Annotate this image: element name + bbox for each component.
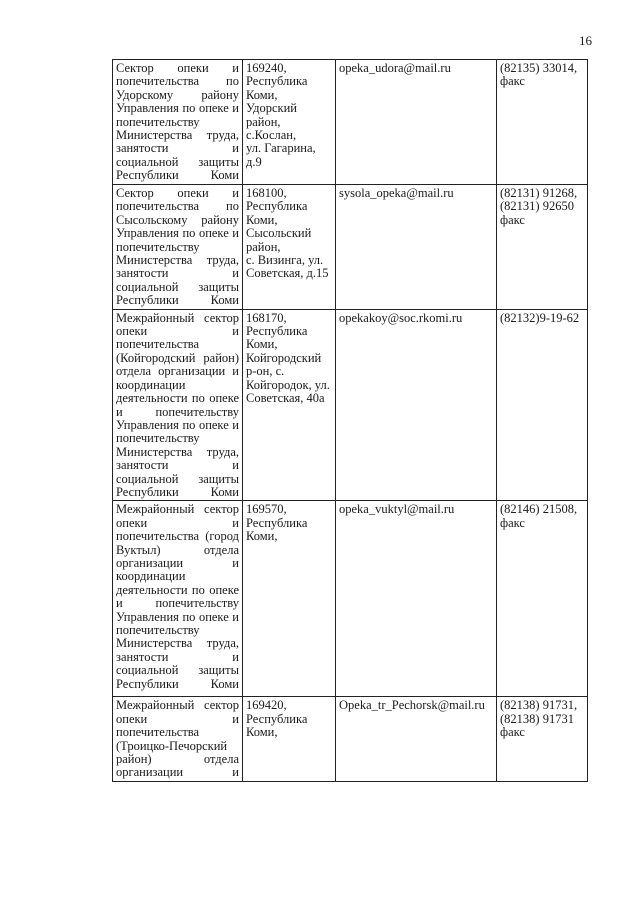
- address-cell-line: с. Визинга, ул.: [246, 253, 324, 268]
- organization-cell-line: Республики Коми: [116, 168, 239, 183]
- organization-cell-line: занятости и: [116, 649, 239, 664]
- organization-cell-line: попечительства по: [116, 74, 239, 89]
- table-row: [113, 185, 588, 310]
- address-cell: [243, 185, 336, 310]
- organization-cell: [113, 60, 243, 185]
- organization-cell-line: организации и: [116, 555, 239, 570]
- phone-cell-line: факс: [500, 212, 525, 227]
- table-row: [113, 697, 588, 781]
- address-cell-line: 169420,: [246, 698, 287, 713]
- table-row: [113, 501, 588, 697]
- organization-cell-line: Межрайонный сектор: [116, 698, 239, 713]
- email-link[interactable]: opeka_vuktyl@mail.ru: [339, 502, 455, 517]
- phone-cell-line: факс: [500, 725, 525, 740]
- table-row: [113, 60, 588, 185]
- phone-cell-line: (82131) 91268,: [500, 186, 578, 200]
- organization-cell-line: социальной защиты: [116, 471, 239, 486]
- organization-cell-line: опеки и: [116, 324, 239, 339]
- organization-cell-line: Удорскому району: [116, 87, 239, 102]
- address-cell-line: 169240,: [246, 61, 287, 75]
- organization-cell-line: занятости и: [116, 141, 239, 156]
- organization-cell-line: (Койгородский район): [116, 350, 239, 365]
- address-cell-line: Сысольский: [246, 226, 312, 241]
- organization-cell-line: опеки и: [116, 515, 239, 530]
- organization-cell-line: попечительству: [116, 239, 200, 254]
- page-number: 16: [579, 33, 592, 48]
- address-cell-line: Республика: [246, 74, 308, 89]
- organization-cell-line: социальной защиты: [116, 663, 239, 678]
- organization-cell: [113, 501, 243, 697]
- organization-cell-line: Министерства труда,: [116, 253, 239, 268]
- address-cell: [243, 309, 336, 501]
- address-cell: [243, 60, 336, 185]
- phone-cell-line: (82138) 91731: [500, 711, 574, 726]
- address-cell-line: д.9: [246, 154, 262, 169]
- phone-cell-line: (82138) 91731,: [500, 698, 578, 713]
- organization-cell-line: и попечительству: [116, 596, 239, 611]
- phone-cell: [497, 309, 588, 501]
- organization-cell-line: Республики Коми: [116, 293, 239, 308]
- address-cell-line: Коми,: [246, 529, 278, 544]
- organization-cell-line: организации и: [116, 765, 239, 780]
- phone-cell-line: (82146) 21508,: [500, 502, 578, 517]
- address-cell-line: 169570,: [246, 502, 287, 517]
- address-cell: [243, 501, 336, 697]
- phone-cell: [497, 185, 588, 310]
- email-cell: [336, 501, 497, 697]
- address-cell: [243, 697, 336, 781]
- organization-cell: [113, 697, 243, 781]
- address-cell-line: Коми,: [246, 337, 278, 352]
- organization-cell-line: опеки и: [116, 711, 239, 726]
- phone-cell-line: факс: [500, 74, 525, 89]
- organization-cell-line: деятельности по опеке: [116, 582, 239, 597]
- phone-cell-line: факс: [500, 515, 525, 530]
- organization-cell-line: Министерства труда,: [116, 444, 239, 459]
- organization-cell-line: попечительству: [116, 623, 200, 637]
- address-cell-line: Республика: [246, 199, 308, 214]
- organization-cell-line: (Троицко-Печорский: [116, 738, 228, 753]
- address-cell-line: Республика: [246, 515, 308, 530]
- address-cell-line: с.Кослан,: [246, 128, 297, 143]
- email-cell: [336, 309, 497, 501]
- organization-cell: [113, 309, 243, 501]
- organization-cell-line: Управления по опеке и: [116, 101, 239, 116]
- organization-cell-line: попечительства: [116, 337, 200, 352]
- email-cell: [336, 185, 497, 310]
- organization-cell-line: попечительства (город: [116, 529, 239, 544]
- phone-cell: [497, 60, 588, 185]
- organization-cell-line: Межрайонный сектор: [116, 502, 239, 517]
- organization-cell-line: Сектор опеки и: [116, 61, 239, 75]
- organization-cell-line: попечительства: [116, 725, 200, 740]
- email-link[interactable]: Opeka_tr_Pechorsk@mail.ru: [339, 698, 485, 713]
- organization-cell-line: Республики Коми: [116, 676, 239, 691]
- email-link[interactable]: sysola_opeka@mail.ru: [339, 186, 454, 200]
- organization-cell-line: Управления по опеке и: [116, 226, 239, 241]
- phone-cell: [497, 697, 588, 781]
- organization-cell-line: занятости и: [116, 458, 239, 473]
- address-cell-line: Коми,: [246, 212, 278, 227]
- organization-cell-line: попечительству: [116, 431, 200, 446]
- organization-cell-line: деятельности по опеке: [116, 391, 239, 406]
- address-cell-line: Советская, д.15: [246, 266, 329, 281]
- email-cell: [336, 60, 497, 185]
- table-row: [113, 309, 588, 501]
- address-cell-line: р-он, с.: [246, 364, 285, 379]
- address-cell-line: Коми,: [246, 87, 278, 102]
- address-cell-line: Койгородок, ул.: [246, 377, 330, 392]
- address-cell-line: 168100,: [246, 186, 287, 200]
- phone-cell-line: (82135) 33014,: [500, 61, 578, 75]
- organization-cell-line: попечительству: [116, 114, 200, 129]
- organization-cell-line: координации: [116, 377, 186, 392]
- organization-cell-line: отдела организации и: [116, 364, 239, 379]
- organization-cell-line: Сектор опеки и: [116, 186, 239, 200]
- guardianship-contacts-table: [112, 59, 588, 782]
- organization-cell-line: Межрайонный сектор: [116, 310, 239, 325]
- organization-cell-line: попечительства по: [116, 199, 239, 214]
- organization-cell-line: Сысольскому району: [116, 212, 239, 227]
- organization-cell-line: Министерства труда,: [116, 128, 239, 143]
- phone-cell-line: (82132)9-19-62: [500, 310, 580, 325]
- organization-cell-line: район) отдела: [116, 751, 239, 766]
- address-cell-line: 168170,: [246, 310, 287, 325]
- organization-cell-line: социальной защиты: [116, 279, 239, 294]
- organization-cell-line: Вуктыл) отдела: [116, 542, 239, 557]
- phone-cell-line: (82131) 92650: [500, 199, 574, 214]
- organization-cell-line: и попечительству: [116, 404, 239, 419]
- email-link[interactable]: opeka_udora@mail.ru: [339, 61, 451, 75]
- phone-cell: [497, 501, 588, 697]
- address-cell-line: Коми,: [246, 725, 278, 740]
- organization-cell-line: Управления по опеке и: [116, 609, 239, 624]
- email-cell: [336, 697, 497, 781]
- organization-cell-line: социальной защиты: [116, 154, 239, 169]
- address-cell-line: Советская, 40а: [246, 391, 325, 406]
- organization-cell-line: Республики Коми: [116, 484, 239, 499]
- organization-cell-line: координации: [116, 569, 186, 584]
- address-cell-line: ул. Гагарина,: [246, 141, 316, 156]
- organization-cell: [113, 185, 243, 310]
- address-cell-line: район,: [246, 239, 281, 254]
- address-cell-line: Республика: [246, 711, 308, 726]
- organization-cell-line: Министерства труда,: [116, 636, 239, 651]
- address-cell-line: Республика: [246, 324, 308, 339]
- email-link[interactable]: opekakoy@soc.rkomi.ru: [339, 310, 463, 325]
- address-cell-line: район,: [246, 114, 281, 129]
- address-cell-line: Койгородский: [246, 350, 322, 365]
- organization-cell-line: Управления по опеке и: [116, 417, 239, 432]
- address-cell-line: Удорский: [246, 101, 297, 116]
- organization-cell-line: занятости и: [116, 266, 239, 281]
